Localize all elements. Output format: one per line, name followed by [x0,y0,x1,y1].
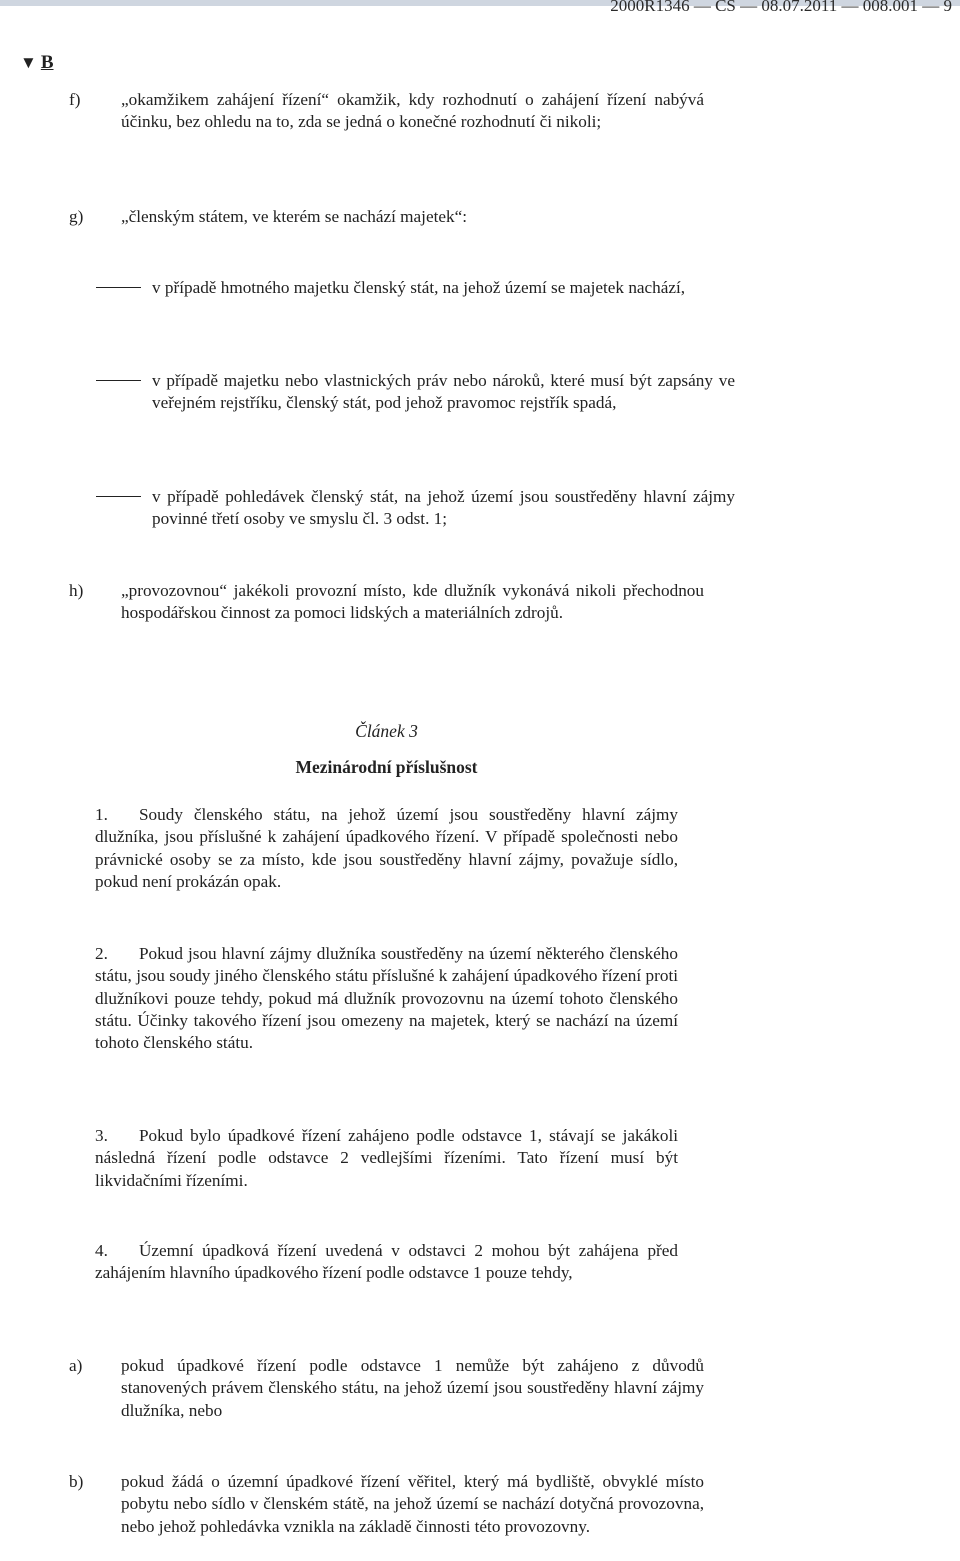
paragraph-2 [95,943,678,1054]
item-text: „členským státem, ve kterém se nachází majetek“: [121,207,467,226]
paragraph-number: 2. [95,944,108,963]
dash-text: v případě pohledávek členský stát, na jehož území jsou soustředěny hlavní zájmy povinné třetí osoby ve smyslu čl. 3 odst. 1; [152,487,735,529]
paragraph-number: 4. [95,1241,108,1260]
item-label: b) [69,1472,84,1491]
paragraph-text: Pokud jsou hlavní zájmy dlužníka soustředěny na území některého členského státu, jsou soudy jiného členského státu příslušné k zahájení úpadkového řízení proti dlužníkovi pouze tehdy, pokud má dlužník provozovnu na území tohoto členského státu. Účinky takového řízení jsou omezeny na majetek, který se nachází na území tohoto členského státu. [95,944,678,1053]
dash-item-1 [95,277,735,299]
item-label: g) [69,207,84,226]
dash-text: v případě hmotného majetku členský stát, na jehož území se majetek nachází, [152,278,686,297]
subitem-a [69,1355,704,1422]
marker-label: B [40,52,54,73]
item-text: pokud žádá o územní úpadkové řízení věřitel, který má bydliště, obvyklé místo pobytu nebo sídlo v členském státě, na jehož území se nachází dotyčná provozovna, nebo jehož pohledávka vznikla na základě činnosti této provozovny. [121,1472,704,1536]
article-number: Článek 3 [355,721,418,741]
item-h [69,580,704,625]
subitem-b [69,1471,704,1538]
dash-item-2 [95,370,735,415]
document-header [0,0,960,22]
item-label: h) [69,581,84,600]
item-f [69,89,704,134]
dash-text: v případě majetku nebo vlastnických práv nebo nároků, které musí být zapsány ve veřejném rejstříku, členský stát, pod jehož pravomoc rejstřík spadá, [152,371,735,413]
item-g [69,206,704,228]
paragraph-number: 1. [95,805,108,824]
dash-item-3 [95,486,735,531]
em-dash-icon [95,277,152,299]
item-label: f) [69,90,81,109]
item-text: „provozovnou“ jakékoli provozní místo, kde dlužník vykonává nikoli přechodnou hospodářskou činnost za pomoci lidských a materiálních zdrojů. [121,581,704,623]
paragraph-text: Soudy členského státu, na jehož území jsou soustředěny hlavní zájmy dlužníka, jsou příslušné k zahájení úpadkového řízení. V případě společnosti nebo právnické osoby se za místo, kde jsou soustředěny hlavní zájmy, považuje sídlo, pokud není prokázán opak. [95,805,678,891]
item-label: a) [69,1356,83,1375]
amendment-marker [20,52,54,74]
em-dash-icon [95,486,152,508]
triangle-down-icon: ▼ [20,53,37,72]
item-text: pokud úpadkové řízení podle odstavce 1 nemůže být zahájeno z důvodů stanovených právem členského státu, na jehož území jsou soustředěny hlavní zájmy dlužníka, nebo [121,1356,704,1420]
em-dash-icon [95,370,152,392]
paragraph-1 [95,804,678,893]
paragraph-number: 3. [95,1126,108,1145]
paragraph-text: Pokud bylo úpadkové řízení zahájeno podle odstavce 1, stávají se jakákoli následná řízení podle odstavce 2 vedlejšími řízeními. Tato řízení musí být likvidačními řízeními. [95,1126,678,1190]
header-reference: 2000R1346 — CS — 08.07.2011 — 008.001 — 9 [610,0,952,15]
article-title: Mezinárodní příslušnost [295,757,478,777]
item-text: „okamžikem zahájení řízení“ okamžik, kdy rozhodnutí o zahájení řízení nabývá účinku, bez ohledu na to, zda se jedná o konečné rozhodnutí či nikoli; [121,90,704,132]
paragraph-4 [95,1240,678,1285]
paragraph-3 [95,1125,678,1192]
paragraph-text: Územní úpadková řízení uvedená v odstavci 2 mohou být zahájena před zahájením hlavního úpadkového řízení podle odstavce 1 pouze tehdy, [95,1241,678,1283]
